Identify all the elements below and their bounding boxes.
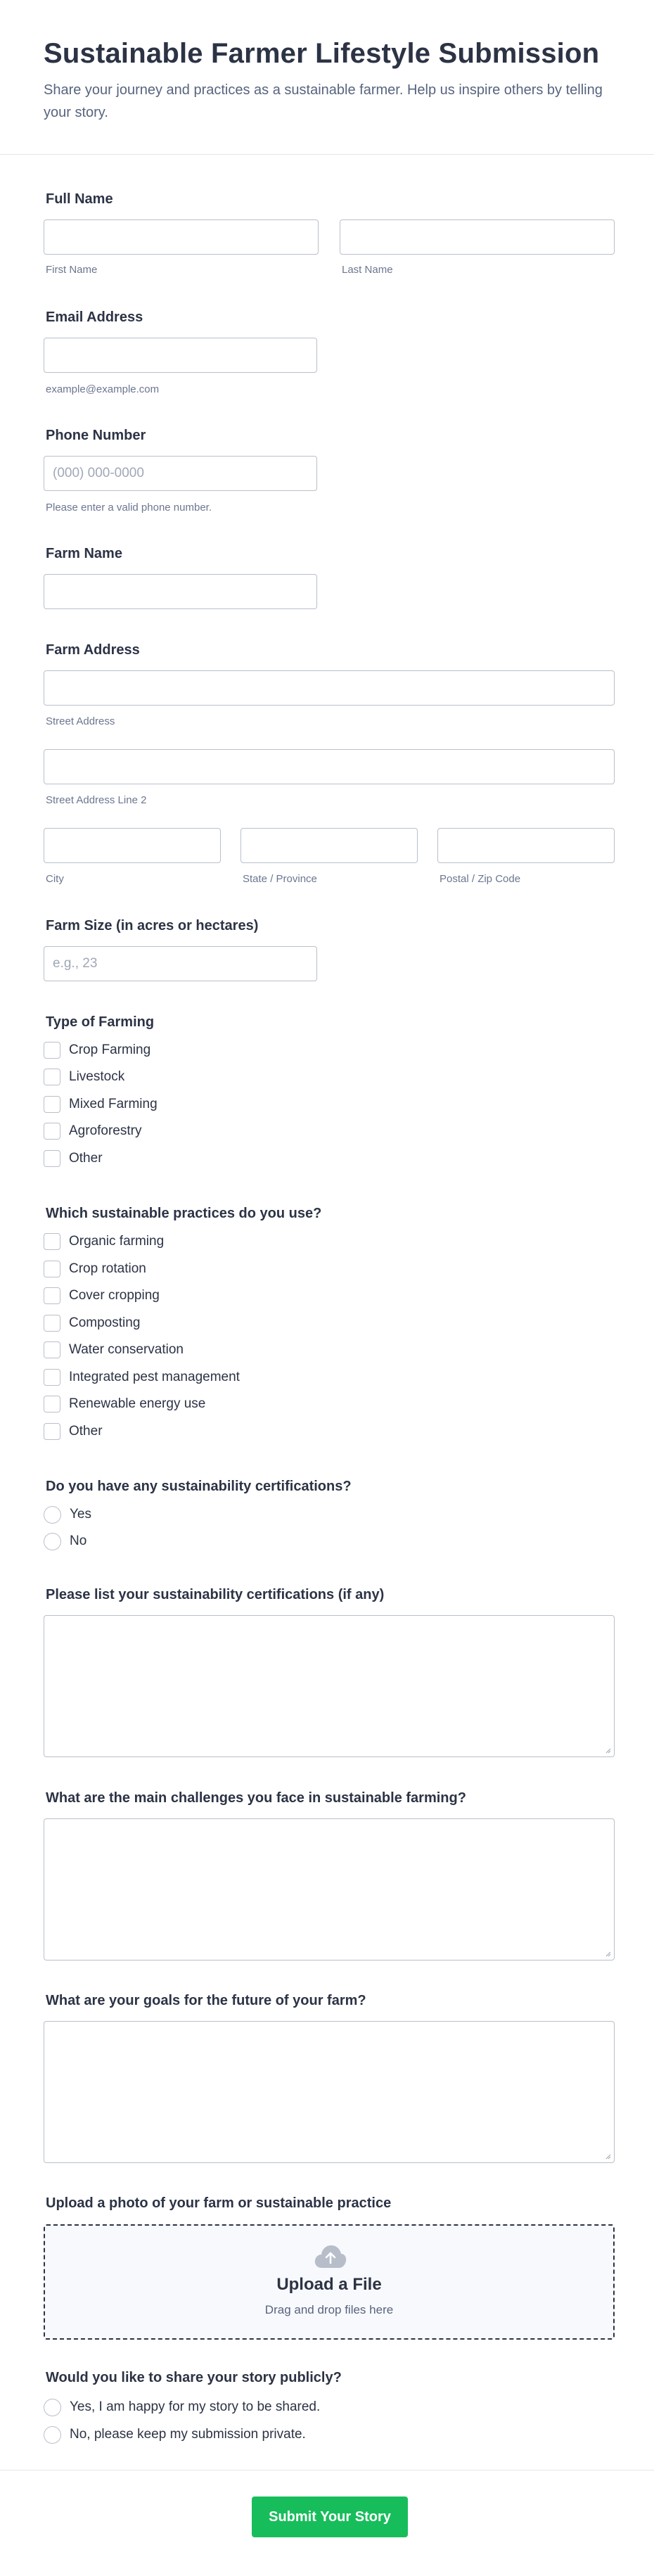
resize-grip-icon[interactable] — [604, 1950, 611, 1957]
certifications-textarea[interactable] — [44, 1615, 615, 1757]
option-label: Renewable energy use — [69, 1396, 206, 1411]
last-name-input[interactable] — [340, 219, 615, 255]
upload-title: Upload a File — [276, 2275, 382, 2294]
form-subtitle: Share your journey and practices as a sustainable farmer. Help us inspire others by telling your story. — [44, 82, 603, 120]
farming-type-option[interactable] — [44, 1149, 103, 1168]
first-name-sublabel: First Name — [46, 264, 98, 276]
zip-sublabel: Postal / Zip Code — [440, 873, 521, 885]
challenges-textarea[interactable] — [44, 1818, 615, 1960]
checkbox[interactable] — [44, 1096, 60, 1113]
option-label: Other — [69, 1424, 103, 1439]
last-name-sublabel: Last Name — [342, 264, 393, 276]
submit-button[interactable]: Submit Your Story — [252, 2497, 408, 2537]
city-sublabel: City — [46, 873, 64, 885]
farm-size-input[interactable] — [44, 946, 317, 981]
checkbox[interactable] — [44, 1233, 60, 1250]
certifications-list-label: Please list your sustainability certifications (if any) — [46, 1587, 385, 1602]
practice-option[interactable] — [44, 1314, 140, 1332]
option-label: Organic farming — [69, 1234, 165, 1249]
practice-option[interactable] — [44, 1422, 103, 1441]
radio-button[interactable] — [44, 2399, 61, 2416]
checkbox[interactable] — [44, 1069, 60, 1085]
farm-name-label: Farm Name — [46, 546, 122, 561]
form-title: Sustainable Farmer Lifestyle Submission — [44, 38, 600, 69]
checkbox[interactable] — [44, 1287, 60, 1304]
resize-grip-icon[interactable] — [604, 1747, 611, 1754]
state-input[interactable] — [241, 828, 418, 863]
option-label: Livestock — [69, 1069, 125, 1084]
radio-button[interactable] — [44, 2426, 61, 2444]
share-label: Would you like to share your story publicly? — [46, 2370, 342, 2385]
checkbox[interactable] — [44, 1315, 60, 1332]
radio-button[interactable] — [44, 1533, 61, 1550]
email-label: Email Address — [46, 310, 143, 325]
radio-button[interactable] — [44, 1506, 61, 1524]
email-input[interactable] — [44, 338, 317, 373]
practice-option[interactable] — [44, 1287, 160, 1305]
practice-option[interactable] — [44, 1395, 205, 1413]
email-sublabel: example@example.com — [46, 383, 160, 395]
option-label: Mixed Farming — [69, 1097, 158, 1111]
state-sublabel: State / Province — [243, 873, 317, 885]
farm-name-input[interactable] — [44, 574, 317, 609]
street-address-sublabel: Street Address — [46, 715, 115, 727]
phone-sublabel: Please enter a valid phone number. — [46, 502, 212, 514]
option-label: Composting — [69, 1315, 141, 1330]
option-label: Yes — [70, 1507, 91, 1522]
checkbox[interactable] — [44, 1042, 60, 1059]
file-upload-dropzone[interactable] — [44, 2224, 615, 2340]
street-address-2-sublabel: Street Address Line 2 — [46, 794, 147, 806]
first-name-input[interactable] — [44, 219, 319, 255]
city-input[interactable] — [44, 828, 221, 863]
option-label: Crop rotation — [69, 1261, 146, 1276]
form-header — [0, 0, 654, 155]
certifications-option[interactable] — [44, 1505, 91, 1524]
share-option[interactable] — [44, 2398, 320, 2416]
option-label: Cover cropping — [69, 1288, 160, 1303]
farming-type-option[interactable] — [44, 1122, 141, 1140]
phone-label: Phone Number — [46, 428, 146, 443]
practice-option[interactable] — [44, 1232, 164, 1251]
street-address-2-input[interactable] — [44, 749, 615, 784]
checkbox[interactable] — [44, 1396, 60, 1413]
checkbox[interactable] — [44, 1150, 60, 1167]
full-name-label: Full Name — [46, 191, 113, 207]
farm-size-label: Farm Size (in acres or hectares) — [46, 918, 259, 933]
upload-subtitle: Drag and drop files here — [264, 2303, 394, 2316]
certifications-label: Do you have any sustainability certifications? — [46, 1479, 352, 1494]
farming-type-option[interactable] — [44, 1068, 124, 1086]
checkbox[interactable] — [44, 1261, 60, 1277]
checkbox[interactable] — [44, 1423, 60, 1440]
farm-address-label: Farm Address — [46, 642, 140, 658]
option-label: Other — [69, 1151, 103, 1166]
practices-label: Which sustainable practices do you use? — [46, 1206, 322, 1221]
farming-type-option[interactable] — [44, 1095, 158, 1114]
zip-input[interactable] — [437, 828, 615, 863]
cloud-upload-icon — [314, 2244, 347, 2269]
goals-textarea[interactable] — [44, 2021, 615, 2163]
checkbox[interactable] — [44, 1123, 60, 1140]
challenges-label: What are the main challenges you face in sustainable farming? — [46, 1790, 466, 1806]
option-label: Agroforestry — [69, 1123, 142, 1138]
option-label: Crop Farming — [69, 1042, 151, 1057]
phone-input[interactable] — [44, 456, 317, 491]
checkbox[interactable] — [44, 1369, 60, 1386]
checkbox[interactable] — [44, 1341, 60, 1358]
farming-type-label: Type of Farming — [46, 1014, 155, 1030]
practice-option[interactable] — [44, 1260, 146, 1278]
practice-option[interactable] — [44, 1368, 240, 1386]
farming-type-option[interactable] — [44, 1041, 150, 1059]
goals-label: What are your goals for the future of your farm? — [46, 1993, 366, 2008]
option-label: No — [70, 1534, 87, 1548]
upload-label: Upload a photo of your farm or sustainable practice — [46, 2195, 392, 2211]
option-label: No, please keep my submission private. — [70, 2427, 306, 2442]
street-address-input[interactable] — [44, 670, 615, 706]
certifications-option[interactable] — [44, 1532, 86, 1550]
share-option[interactable] — [44, 2425, 306, 2444]
resize-grip-icon[interactable] — [604, 2153, 611, 2160]
practice-option[interactable] — [44, 1341, 184, 1359]
option-label: Yes, I am happy for my story to be shared. — [70, 2399, 321, 2414]
option-label: Integrated pest management — [69, 1370, 240, 1384]
option-label: Water conservation — [69, 1342, 184, 1357]
